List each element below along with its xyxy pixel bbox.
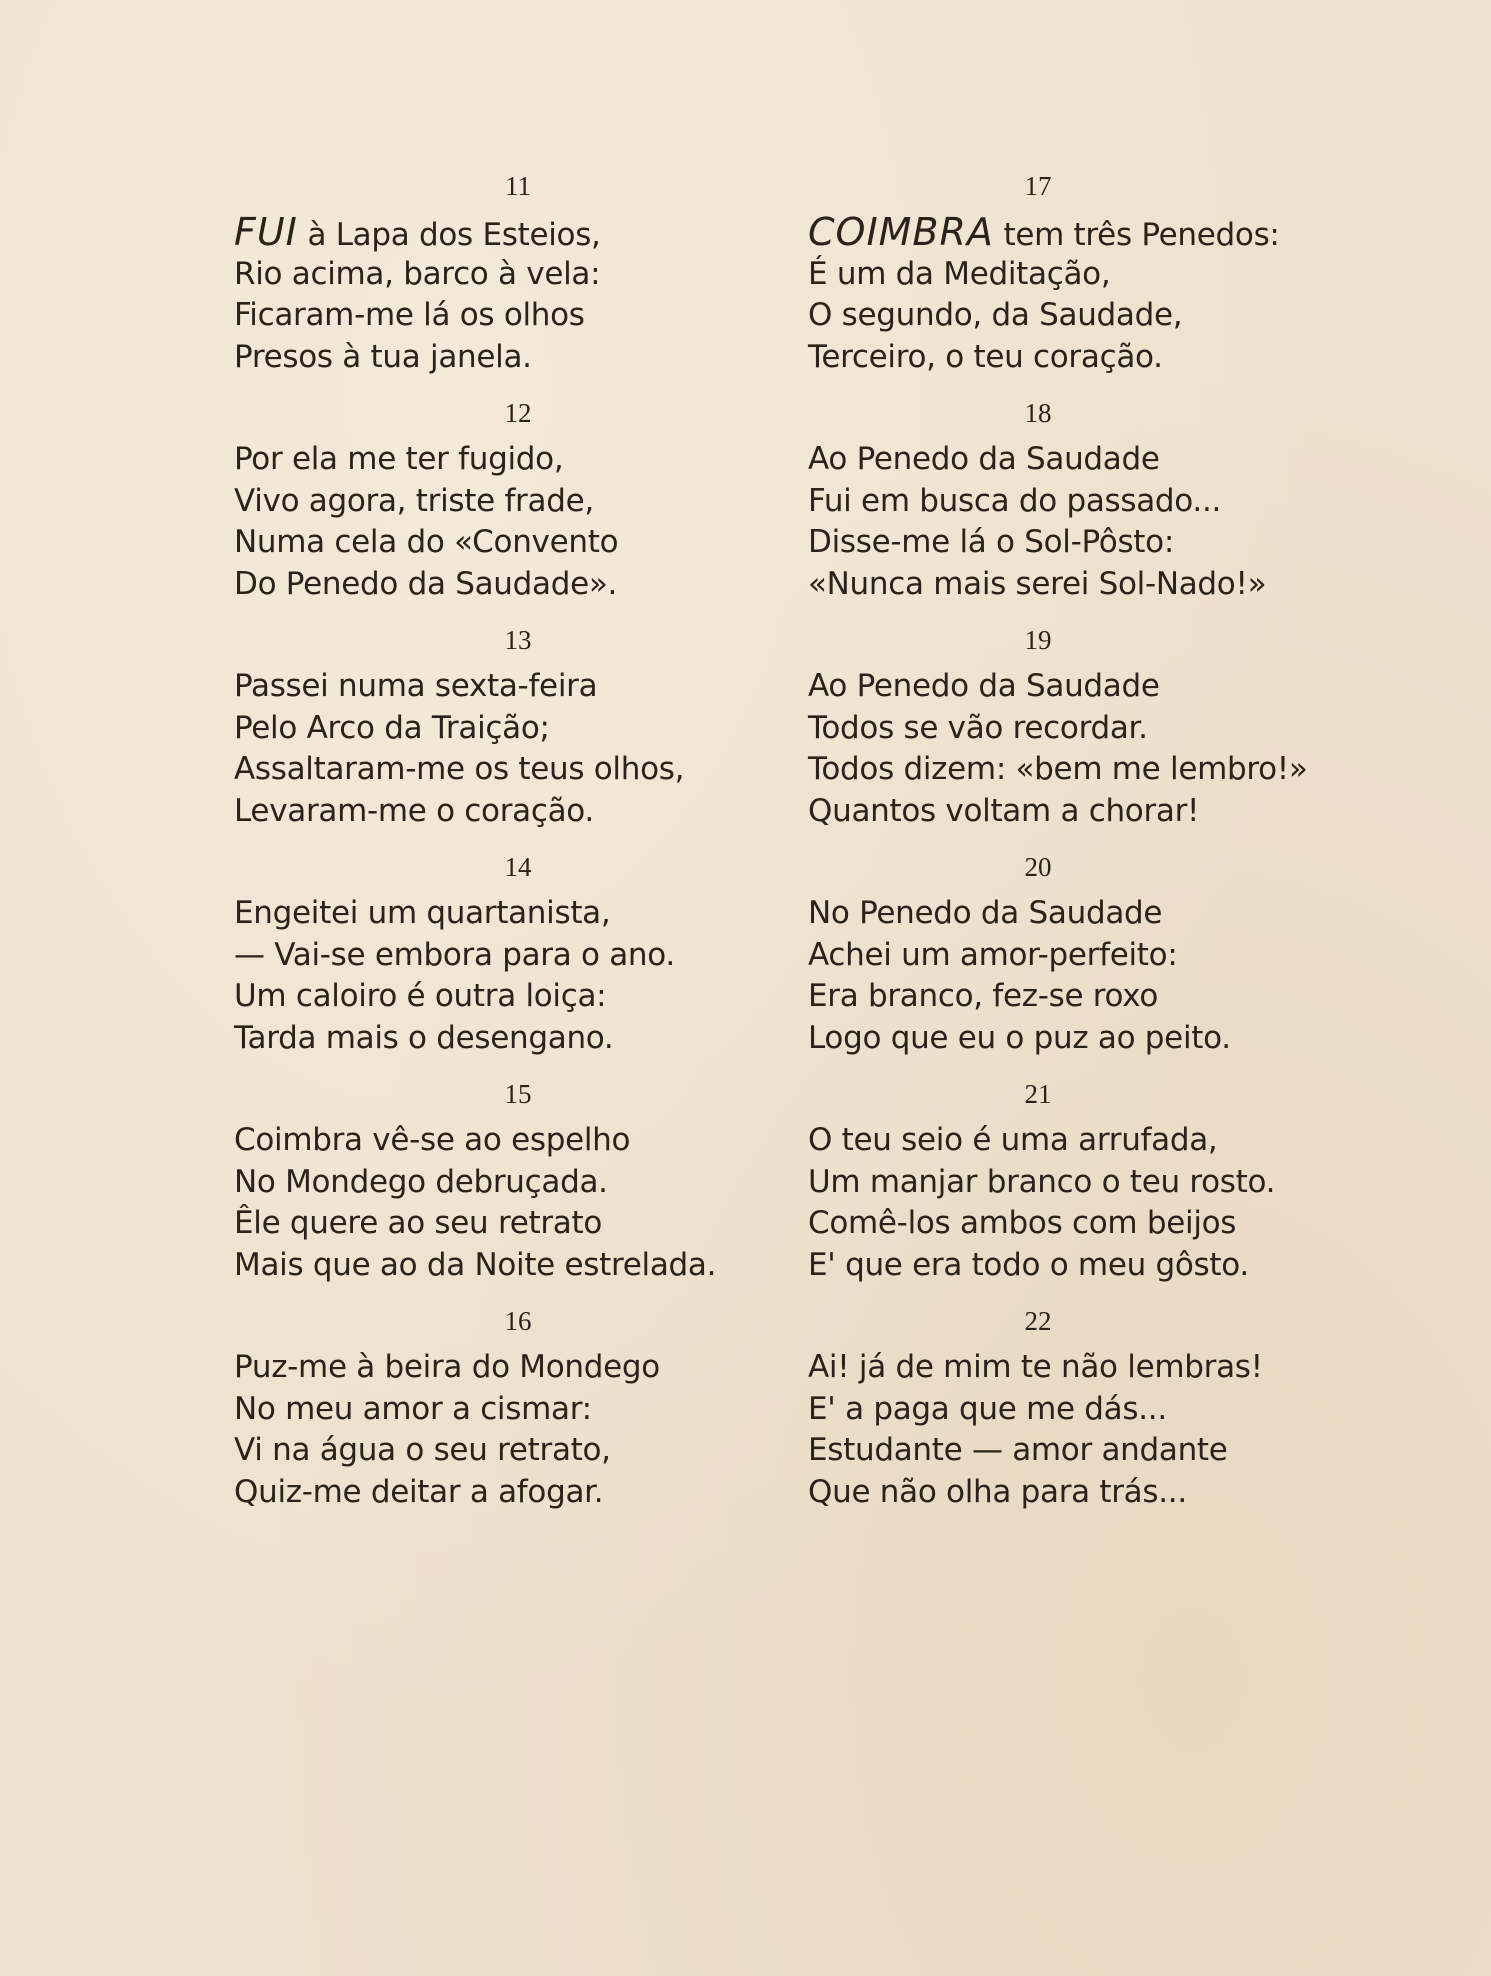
verse-line: FUI à Lapa dos Esteios, — [234, 210, 601, 254]
verse-line: Comê-los ambos com beijos — [808, 1205, 1237, 1241]
verse-line: Um manjar branco o teu rosto. — [808, 1163, 1276, 1200]
stanza-number: 15 — [504, 1079, 532, 1109]
verse-line: Coimbra vê-se ao espelho — [234, 1122, 631, 1158]
stanza-number: 19 — [1024, 625, 1052, 655]
verse-line: Ao Penedo da Saudade — [808, 441, 1160, 477]
stanza-12 — [234, 395, 774, 622]
stanza-number: 20 — [1024, 852, 1052, 882]
verse-line: O teu seio é uma arrufada, — [808, 1122, 1218, 1158]
stanza-number: 18 — [1024, 398, 1052, 428]
verse-line: Êle quere ao seu retrato — [234, 1205, 603, 1241]
verse-line: Pelo Arco da Traição; — [234, 709, 550, 746]
verse-line: Disse-me lá o Sol-Pôsto: — [808, 524, 1174, 560]
verse-line: Ficaram-me lá os olhos — [234, 297, 585, 333]
verse-line: Puz-me à beira do Mondego — [234, 1349, 660, 1385]
stanza-21 — [808, 1076, 1348, 1303]
stanza-11 — [234, 168, 774, 395]
stanza-number: 13 — [504, 625, 532, 655]
verse-line: Do Penedo da Saudade». — [234, 565, 618, 602]
stanza-number: 14 — [504, 852, 532, 882]
verse-line: Passei numa sexta-feira — [234, 668, 598, 704]
verse-line: Engeitei um quartanista, — [234, 895, 611, 931]
stanza-18 — [808, 395, 1348, 622]
verse-line: — Vai-se embora para o ano. — [234, 936, 675, 973]
verse-line: Todos dizem: «bem me lembro!» — [808, 751, 1308, 787]
stanza-number: 21 — [1024, 1079, 1052, 1109]
drop-cap: FUI — [234, 210, 298, 254]
verse-line: Que não olha para trás... — [808, 1473, 1187, 1510]
verse-line: Achei um amor-perfeito: — [808, 936, 1178, 973]
stanza-number: 22 — [1024, 1306, 1052, 1336]
verse-line: Quiz-me deitar a afogar. — [234, 1473, 604, 1510]
stanza-20 — [808, 849, 1348, 1076]
drop-cap: COIMBRA — [808, 210, 994, 254]
verse-line: Rio acima, barco à vela: — [234, 255, 601, 292]
verse-line: COIMBRA tem três Penedos: — [808, 210, 1280, 254]
verse-line: Quantos voltam a chorar! — [808, 792, 1200, 829]
verse-line: Fui em busca do passado... — [808, 482, 1222, 519]
stanza-number: 11 — [505, 171, 531, 201]
verse-line: No meu amor a cismar: — [234, 1390, 592, 1427]
verse-line: Estudante — amor andante — [808, 1432, 1228, 1468]
stanza-16 — [234, 1303, 774, 1530]
verse-line: Numa cela do «Convento — [234, 524, 619, 560]
verse-line: É um da Meditação, — [808, 255, 1111, 292]
verse-line: Presos à tua janela. — [234, 338, 532, 375]
verse-line: E' a paga que me dás... — [808, 1390, 1167, 1427]
verse-line: Vi na água o seu retrato, — [234, 1432, 611, 1468]
stanza-15 — [234, 1076, 774, 1303]
stanza-22 — [808, 1303, 1348, 1530]
verse-line: Vivo agora, triste frade, — [234, 482, 594, 519]
stanza-number: 16 — [504, 1306, 532, 1336]
stanza-13 — [234, 622, 774, 849]
stanza-19 — [808, 622, 1348, 849]
verse-line: Ao Penedo da Saudade — [808, 668, 1160, 704]
verse-line: Mais que ao da Noite estrelada. — [234, 1246, 717, 1283]
verse-line: Era branco, fez-se roxo — [808, 978, 1159, 1014]
verse-line: Todos se vão recordar. — [808, 709, 1148, 746]
verse-line: O segundo, da Saudade, — [808, 297, 1183, 333]
stanza-number: 17 — [1024, 171, 1052, 201]
verse-line: No Penedo da Saudade — [808, 895, 1163, 931]
verse-line: Tarda mais o desengano. — [234, 1019, 614, 1056]
left-column — [234, 168, 774, 1530]
right-column — [808, 168, 1348, 1530]
verse-line: Ai! já de mim te não lembras! — [808, 1349, 1263, 1385]
verse-line: Por ela me ter fugido, — [234, 441, 564, 477]
stanza-number: 12 — [504, 398, 532, 428]
verse-line: Um caloiro é outra loiça: — [234, 978, 607, 1014]
verse-line: Levaram-me o coração. — [234, 792, 594, 829]
verse-line: Terceiro, o teu coração. — [808, 338, 1163, 375]
verse-line: Assaltaram-me os teus olhos, — [234, 751, 685, 787]
verse-line: E' que era todo o meu gôsto. — [808, 1246, 1249, 1283]
verse-line: «Nunca mais serei Sol-Nado!» — [808, 565, 1267, 602]
verse-line: Logo que eu o puz ao peito. — [808, 1019, 1231, 1056]
stanza-14 — [234, 849, 774, 1076]
stanza-17 — [808, 168, 1348, 395]
verse-line: No Mondego debruçada. — [234, 1163, 608, 1200]
